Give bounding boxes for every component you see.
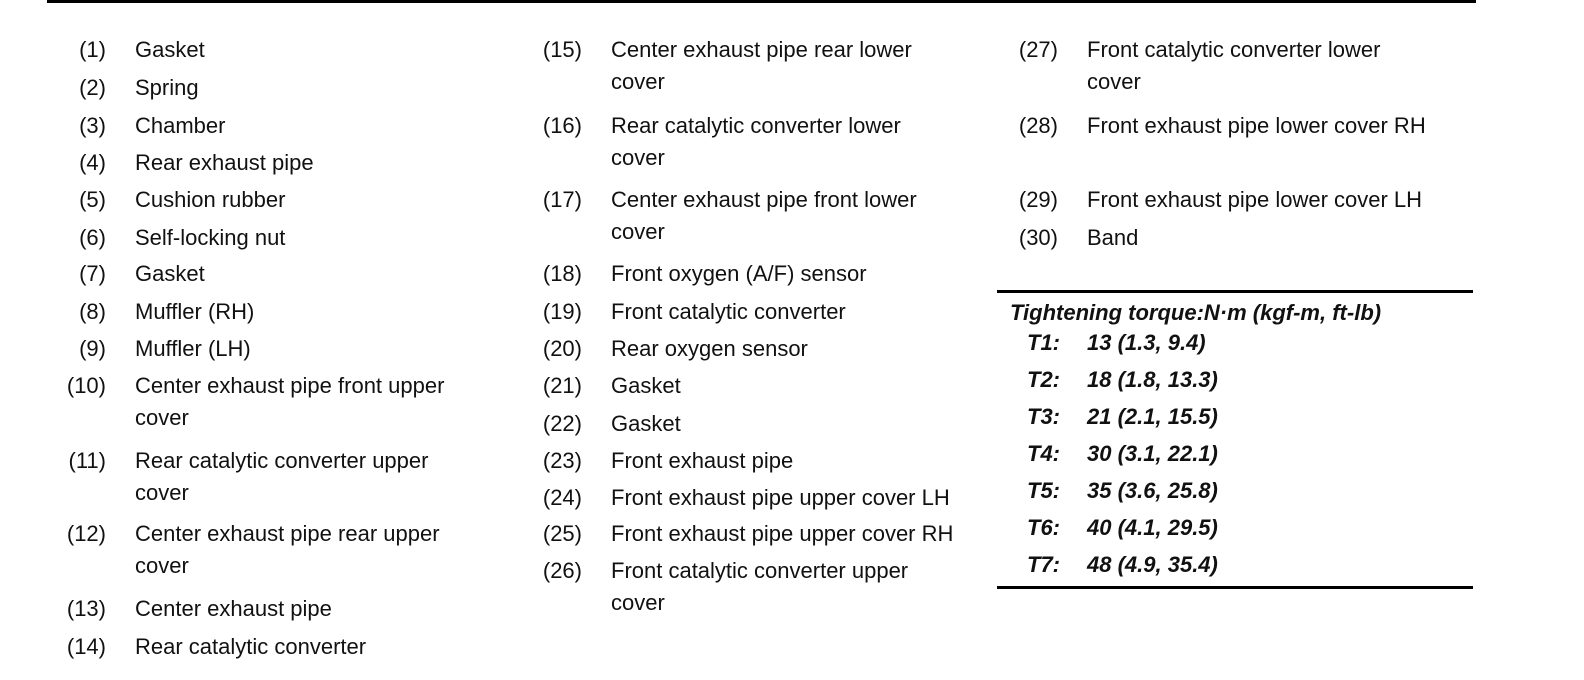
part-label: Gasket [611, 373, 681, 398]
part-label: Cushion rubber [135, 187, 286, 212]
part-label-continued: cover [135, 480, 189, 505]
part-number: (4) [79, 150, 106, 175]
torque-top-rule [997, 290, 1473, 293]
torque-bottom-rule [997, 586, 1473, 589]
part-number: (8) [79, 299, 106, 324]
torque-value: 30 (3.1, 22.1) [1087, 441, 1218, 466]
part-label: Band [1087, 225, 1139, 250]
part-number: (17) [542, 187, 582, 212]
part-number: (27) [1018, 37, 1058, 62]
part-label-continued: cover [611, 69, 665, 94]
part-label: Spring [135, 75, 199, 100]
part-label: Rear catalytic converter upper [135, 448, 429, 473]
part-label-continued: cover [611, 590, 665, 615]
part-label-continued: cover [135, 405, 189, 430]
part-label: Front exhaust pipe [611, 448, 794, 473]
tightening-torque-table [997, 290, 1473, 589]
part-number: (6) [79, 225, 106, 250]
torque-title: Tightening torque:N·m (kgf-m, ft-lb) [1010, 300, 1382, 325]
part-label: Front exhaust pipe lower cover LH [1087, 187, 1423, 212]
part-label: Muffler (LH) [135, 336, 251, 361]
part-label: Rear catalytic converter lower [611, 113, 901, 138]
part-number: (3) [79, 113, 106, 138]
part-number: (30) [1018, 225, 1058, 250]
part-number: (23) [542, 448, 582, 473]
part-number: (16) [542, 113, 582, 138]
part-label-continued: cover [1087, 69, 1141, 94]
top-rule [47, 0, 1476, 3]
torque-value: 35 (3.6, 25.8) [1087, 478, 1218, 503]
part-number: (5) [79, 187, 106, 212]
torque-value: 48 (4.9, 35.4) [1087, 552, 1218, 577]
torque-label: T2: [1027, 367, 1060, 392]
torque-label: T5: [1027, 478, 1060, 503]
part-number: (11) [68, 448, 106, 473]
part-label: Self-locking nut [135, 225, 286, 250]
part-label-continued: cover [611, 145, 665, 170]
torque-label: T7: [1027, 552, 1060, 577]
part-number: (7) [79, 261, 106, 286]
part-number: (12) [66, 521, 106, 546]
part-number: (2) [79, 75, 106, 100]
torque-label: T6: [1027, 515, 1060, 540]
part-number: (25) [542, 521, 582, 546]
part-number: (21) [542, 373, 582, 398]
part-label: Front exhaust pipe upper cover LH [611, 485, 950, 510]
part-number: (14) [66, 634, 106, 659]
part-label: Front catalytic converter [611, 299, 846, 324]
part-label: Gasket [135, 261, 205, 286]
part-label: Center exhaust pipe [135, 596, 332, 621]
part-label: Front exhaust pipe upper cover RH [611, 521, 954, 546]
torque-label: T1: [1027, 330, 1060, 355]
part-label-continued: cover [135, 553, 189, 578]
torque-label: T3: [1027, 404, 1060, 429]
part-label: Front catalytic converter upper [611, 558, 909, 583]
part-number: (9) [79, 336, 106, 361]
torque-label: T4: [1027, 441, 1060, 466]
part-label: Center exhaust pipe front upper [135, 373, 445, 398]
torque-value: 40 (4.1, 29.5) [1087, 515, 1218, 540]
part-number: (22) [542, 411, 582, 436]
part-number: (19) [542, 299, 582, 324]
part-label: Front exhaust pipe lower cover RH [1087, 113, 1426, 138]
part-label: Chamber [135, 113, 226, 138]
part-number: (20) [542, 336, 582, 361]
part-label: Muffler (RH) [135, 299, 255, 324]
torque-value: 21 (2.1, 15.5) [1087, 404, 1218, 429]
part-number: (26) [542, 558, 582, 583]
part-label: Center exhaust pipe rear upper [135, 521, 440, 546]
part-label: Front catalytic converter lower [1087, 37, 1381, 62]
torque-value: 13 (1.3, 9.4) [1087, 330, 1206, 355]
part-number: (10) [66, 373, 106, 398]
part-label: Rear exhaust pipe [135, 150, 314, 175]
part-label: Center exhaust pipe rear lower [611, 37, 912, 62]
part-label: Center exhaust pipe front lower [611, 187, 917, 212]
part-number: (29) [1018, 187, 1058, 212]
part-label: Front oxygen (A/F) sensor [611, 261, 867, 286]
part-number: (28) [1018, 113, 1058, 138]
part-label: Gasket [611, 411, 681, 436]
part-label: Rear catalytic converter [135, 634, 367, 659]
part-number: (13) [66, 596, 106, 621]
part-number: (1) [79, 37, 106, 62]
part-label: Rear oxygen sensor [611, 336, 808, 361]
part-number: (18) [542, 261, 582, 286]
part-label: Gasket [135, 37, 205, 62]
part-number: (15) [542, 37, 582, 62]
torque-value: 18 (1.8, 13.3) [1087, 367, 1218, 392]
part-number: (24) [542, 485, 582, 510]
part-label-continued: cover [611, 219, 665, 244]
